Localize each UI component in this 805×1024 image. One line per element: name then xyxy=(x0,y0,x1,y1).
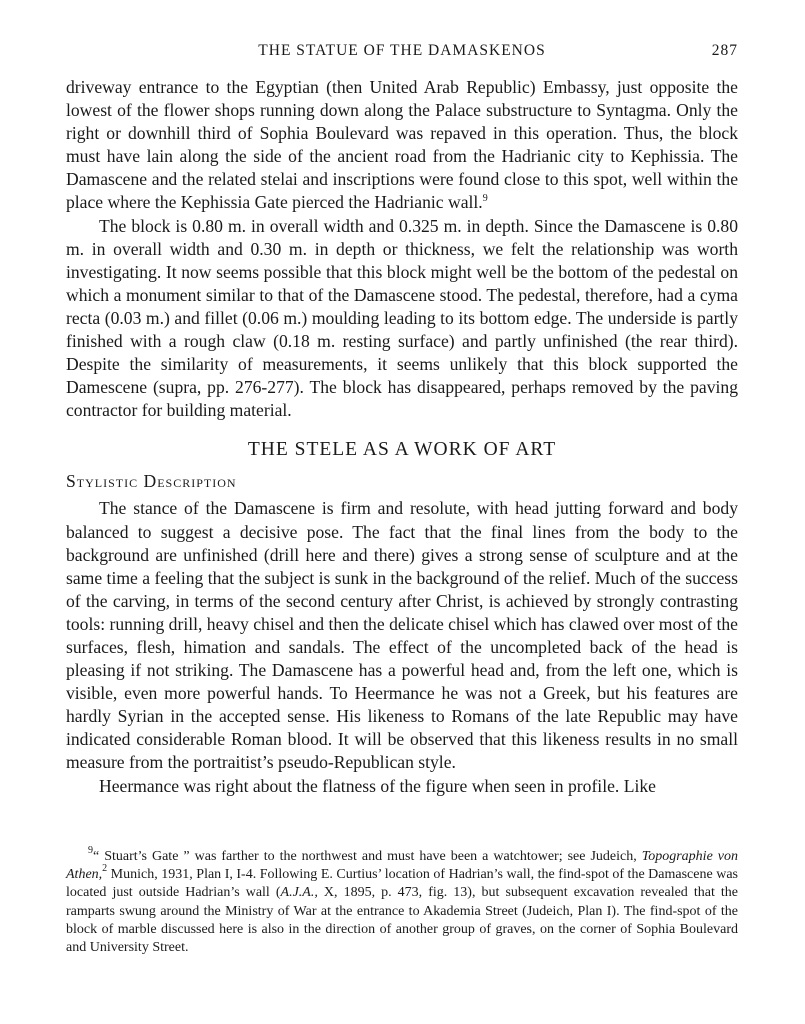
body-text xyxy=(66,76,738,798)
footnote-reference[interactable]: 9 xyxy=(482,193,488,205)
footnote: $^9$“ Stuart’s Gate ” was farther to the northwest and must have been a watchtower; see Judeich, Topographie von Athen,$^2$ Munich, 1931, Plan I, I-4. Following E. Curtius’ location of Hadrian’s wall, the find-spot of the Damascene was located just outside Hadrian’s wall (A.J.A., X, 1895, p. 473, fig. 13), but subsequent excavation revealed that the ramparts swung around the Ministry of War at the entrance to Akademia Street (Judeich, Plan I). The find-spot of the block of marble discussed here is also in the direction of another group of graves, on the corner of Sophia Boulevard and University Street. xyxy=(66,845,738,956)
subsection-title: Stylistic Description xyxy=(66,471,237,492)
running-title: THE STATUE OF THE DAMASKENOS xyxy=(258,42,546,59)
paragraph: The stance of the Damascene is firm and resolute, with head jutting forward and body balanced to suggest a decisive pose. The fact that the final lines from the body to the background are unfinished (drill here and there) gives a strong sense of sculpture and at the same time a feeling that the subject is sunk in the background of the relief. Much of the success of the carving, in terms of the second century after Christ, is achieved by strongly contrasting tools: running drill, heavy chisel and then the delicate chisel which has clawed over most of the surfaces, flesh, himation and sandals. The effect of the uncompleted back of the head is pleasing if not striking. The Damascene has a powerful head and, from the left one, which is visible, even more powerful hands. To Heermance he was not a Greek, but his features are hardly Syrian in the accepted sense. His likeness to Romans of the late Republic may have indicated considerable Roman blood. It will be observed that this likeness results in no small measure from the portraitist’s pseudo-Republican style. xyxy=(66,498,738,773)
running-head xyxy=(66,42,738,66)
footnote-number: 9 xyxy=(88,845,93,856)
section-title: THE STELE AS A WORK OF ART xyxy=(247,439,557,461)
paragraph: driveway entrance to the Egyptian (then United Arab Republic) Embassy, just opposite the lowest of the flower shops running down along the Palace substructure to Syntagma. Only the right or downhill third of Sophia Boulevard was repaved in this operation. Thus, the block must have lain along the side of the ancient road from the Hadrianic city to Kephissia. The Damascene and the related stelai and inscriptions were found close to this spot, well within the place where the Kephissia Gate pierced the Hadrianic wall.$^9$ xyxy=(66,77,738,213)
paragraph: Heermance was right about the flatness of the figure when seen in profile. Like xyxy=(99,775,656,796)
paragraph: The block is 0.80 m. in overall width and 0.325 m. in depth. Since the Damascene is 0.80 m. in overall width and 0.30 m. in depth or thickness, we felt the relationship was worth investigating. It now seems possible that this block might well be the bottom of the pedestal on which a monument similar to that of the Damascene stood. The pedestal, therefore, had a cyma recta (0.03 m.) and fillet (0.06 m.) moulding leading to its bottom edge. The underside is partly finished with a rough claw (0.18 m. resting surface) and partly unfinished (the rear third). Despite the similarity of measurements, it seems unlikely that this block supported the Damescene (supra, pp. 276-277). The block has disappeared, perhaps removed by the paving contractor for building material. xyxy=(66,215,738,421)
edition-number: 2 xyxy=(102,863,108,875)
journal-abbreviation: A.J.A., xyxy=(280,885,318,901)
page-number: 287 xyxy=(711,42,738,59)
footnotes xyxy=(66,845,738,957)
citation-title: Topographie von Athen, xyxy=(66,849,738,883)
